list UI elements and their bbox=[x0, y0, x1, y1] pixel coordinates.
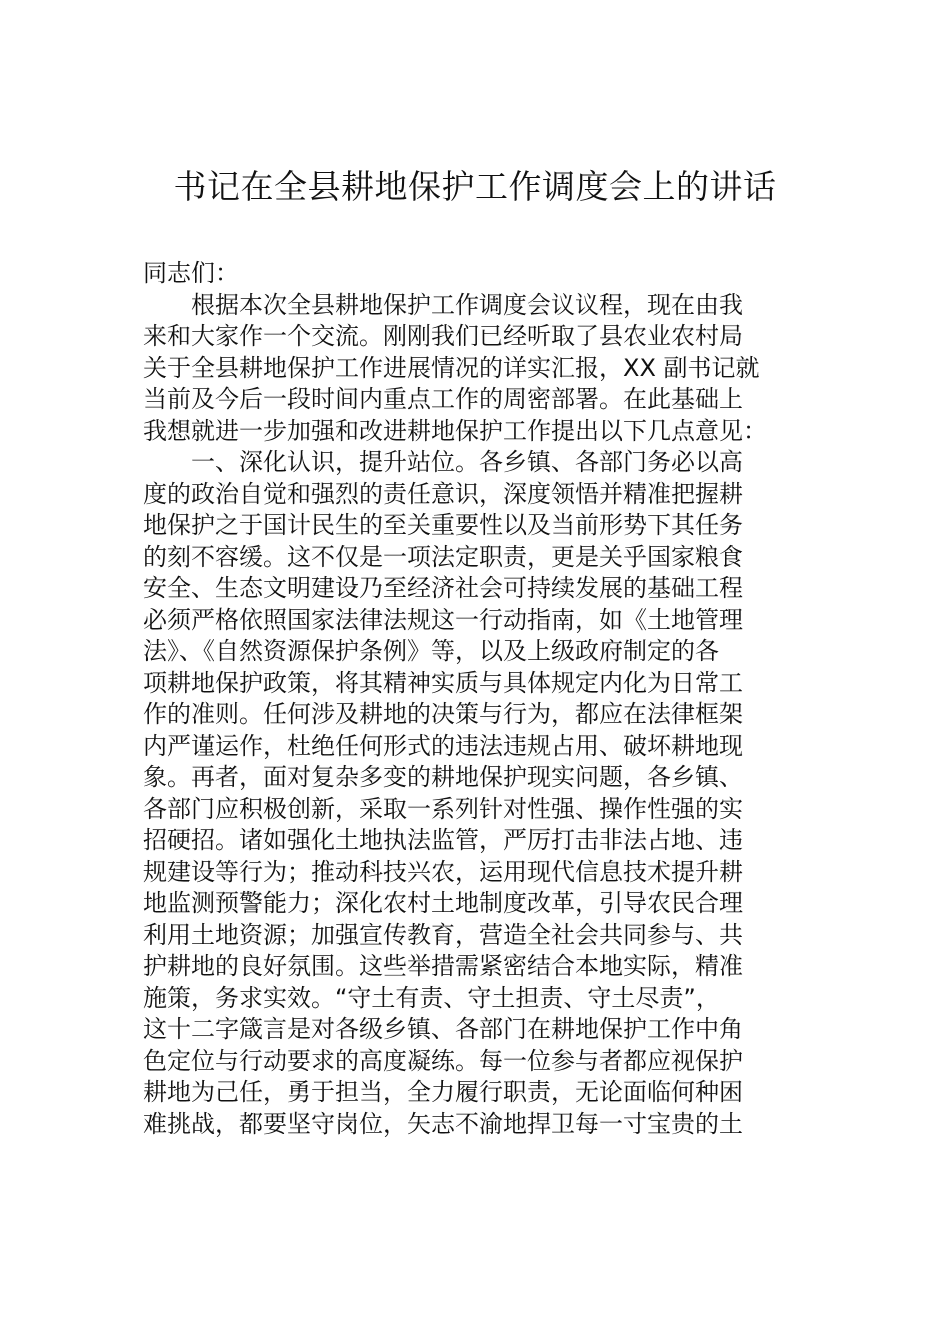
paragraph-line: 来和大家作一个交流。刚刚我们已经听取了县农业农村局 bbox=[143, 322, 743, 350]
paragraph-line: 度的政治自觉和强烈的责任意识，深度领悟并精准把握耕 bbox=[143, 479, 743, 508]
paragraph-line: 内严谨运作，杜绝任何形式的违法违规占用、破坏耕地现 bbox=[143, 731, 743, 760]
paragraph-line: 地监测预警能力；深化农村土地制度改革，引导农民合理 bbox=[143, 889, 743, 917]
paragraph-line: 这十二字箴言是对各级乡镇、各部门在耕地保护工作中角 bbox=[143, 1015, 743, 1043]
paragraph-line: 安全、生态文明建设乃至经济社会可持续发展的基础工程 bbox=[143, 574, 743, 602]
paragraph-line: 关于全县耕地保护工作进展情况的详实汇报，XX 副书记就 bbox=[143, 353, 760, 382]
paragraph-line: 作的准则。任何涉及耕地的决策与行为，都应在法律框架 bbox=[143, 700, 743, 728]
paragraph-line: 利用土地资源；加强宣传教育，营造全社会共同参与、共 bbox=[143, 920, 743, 949]
paragraph-line: 当前及今后一段时间内重点工作的周密部署。在此基础上 bbox=[143, 385, 743, 413]
document-body bbox=[143, 258, 823, 1140]
section-heading-line: 一、深化认识，提升站位。各乡镇、各部门务必以高 bbox=[191, 448, 743, 476]
paragraph-line: 招硬招。诸如强化土地执法监管，严厉打击非法占地、违 bbox=[143, 826, 743, 854]
paragraph-line: 法》、《自然资源保护条例》等，以及上级政府制定的各 bbox=[143, 637, 719, 665]
salutation-line: 同志们： bbox=[143, 259, 239, 287]
paragraph-line: 色定位与行动要求的高度凝练。每一位参与者都应视保护 bbox=[143, 1046, 743, 1075]
paragraph-line: 的刻不容缓。这不仅是一项法定职责，更是关乎国家粮食 bbox=[143, 542, 743, 571]
paragraph-line: 规建设等行为；推动科技兴农，运用现代信息技术提升耕 bbox=[143, 857, 743, 886]
paragraph-line: 施策，务求实效。“守土有责、守土担责、守土尽责”， bbox=[143, 983, 720, 1012]
paragraph-line: 我想就进一步加强和改进耕地保护工作提出以下几点意见： bbox=[143, 416, 767, 445]
paragraph-line: 难挑战，都要坚守岗位，矢志不渝地捍卫每一寸宝贵的土 bbox=[143, 1109, 743, 1138]
document-title: 书记在全县耕地保护工作调度会上的讲话 bbox=[173, 167, 777, 206]
paragraph-line: 根据本次全县耕地保护工作调度会议议程，现在由我 bbox=[191, 290, 743, 319]
paragraph-line: 各部门应积极创新，采取一系列针对性强、操作性强的实 bbox=[143, 794, 743, 823]
paragraph-line: 象。再者，面对复杂多变的耕地保护现实问题，各乡镇、 bbox=[143, 763, 743, 791]
paragraph-line: 护耕地的良好氛围。这些举措需紧密结合本地实际，精准 bbox=[143, 952, 743, 980]
paragraph-line: 耕地为己任，勇于担当，全力履行职责，无论面临何种困 bbox=[143, 1078, 743, 1106]
paragraph-line: 项耕地保护政策，将其精神实质与具体规定内化为日常工 bbox=[143, 668, 743, 697]
paragraph-line: 必须严格依照国家法律法规这一行动指南，如《土地管理 bbox=[143, 605, 743, 634]
paragraph-line: 地保护之于国计民生的至关重要性以及当前形势下其任务 bbox=[143, 511, 743, 539]
